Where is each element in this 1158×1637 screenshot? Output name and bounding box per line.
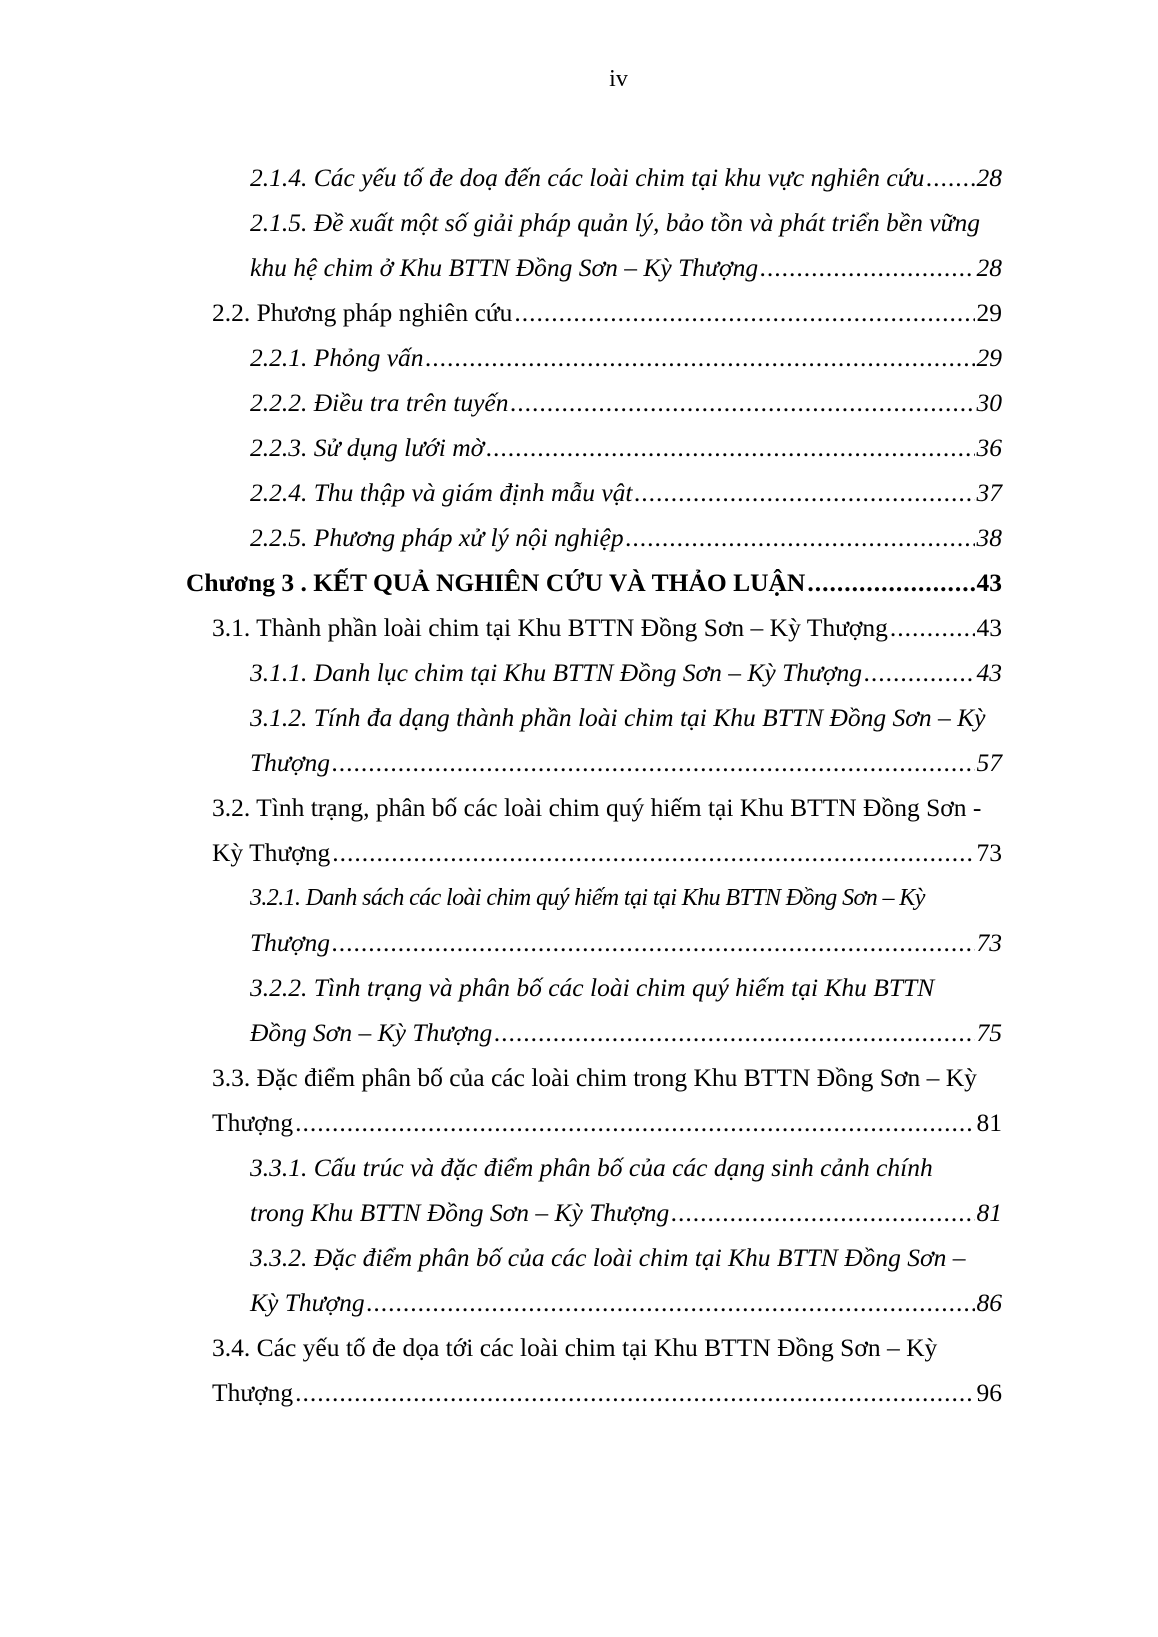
toc-entry-2-2[interactable] <box>212 293 1002 333</box>
dot-leader <box>760 248 974 288</box>
toc-entry-3-3-cont[interactable] <box>212 1103 1002 1143</box>
toc-entry-3-3[interactable] <box>212 1058 1002 1098</box>
toc-entry-text: Thượng <box>212 1108 294 1137</box>
toc-entry-2-2-5[interactable] <box>250 518 1002 558</box>
toc-entry-3-1-2[interactable] <box>250 698 1002 738</box>
toc-entry-3-1-1[interactable] <box>250 653 1002 693</box>
dot-leader <box>864 653 974 693</box>
toc-entry-2-2-1[interactable] <box>250 338 1002 378</box>
toc-entry-text: 3.2.1. Danh sách các loài chim quý hiếm tại tại Khu BTTN Đồng Sơn – Kỳ <box>250 885 925 911</box>
toc-entry-page: 43 <box>976 568 1002 597</box>
toc-entry-3-3-1-cont[interactable] <box>250 1193 1002 1233</box>
toc-entry-text: 2.1.4. Các yếu tố đe doạ đến các loài chim tại khu vực nghiên cứu <box>250 163 925 192</box>
toc-entry-text: trong Khu BTTN Đồng Sơn – Kỳ Thượng <box>250 1198 670 1227</box>
toc-entry-page: 37 <box>976 478 1002 507</box>
dot-leader <box>332 743 975 783</box>
toc-entry-page: 57 <box>976 748 1002 777</box>
toc-entry-text: 2.2.1. Phỏng vấn <box>250 343 424 372</box>
toc-entry-text: khu hệ chim ở Khu BTTN Đồng Sơn – Kỳ Thượng <box>250 253 759 282</box>
toc-entry-chapter-3[interactable] <box>186 563 1002 603</box>
dot-leader <box>295 1373 974 1413</box>
toc-entry-page: 75 <box>976 1018 1002 1047</box>
toc-entry-text: Kỳ Thượng <box>250 1288 365 1317</box>
dot-leader <box>926 158 974 198</box>
toc-entry-text: 3.4. Các yếu tố đe dọa tới các loài chim tại Khu BTTN Đồng Sơn – Kỳ <box>212 1333 938 1362</box>
toc-entry-3-4-cont[interactable] <box>212 1373 1002 1413</box>
dot-leader <box>332 833 974 873</box>
toc-entry-3-4[interactable] <box>212 1328 1002 1368</box>
dot-leader <box>514 293 974 333</box>
toc-entry-page: 29 <box>976 298 1002 327</box>
toc-entry-page: 96 <box>976 1378 1002 1407</box>
toc-entry-text: 3.3.2. Đặc điểm phân bố của các loài chim tại Khu BTTN Đồng Sơn – <box>250 1243 966 1272</box>
toc-entry-text: 3.1.1. Danh lục chim tại Khu BTTN Đồng Sơn – Kỳ Thượng <box>250 658 863 687</box>
toc-entry-page: 29 <box>976 343 1002 372</box>
toc-entry-3-2-1-cont[interactable] <box>250 923 1002 963</box>
toc-entry-3-3-1[interactable] <box>250 1148 1002 1188</box>
toc-entry-page: 30 <box>976 388 1002 417</box>
toc-entry-2-2-3[interactable] <box>250 428 1002 468</box>
toc-entry-text: 3.3. Đặc điểm phân bố của các loài chim trong Khu BTTN Đồng Sơn – Kỳ <box>212 1063 977 1092</box>
dot-leader <box>671 1193 974 1233</box>
toc-entry-3-2-1[interactable] <box>250 878 1002 918</box>
dot-leader <box>367 1283 975 1323</box>
toc-entry-page: 28 <box>976 253 1002 282</box>
toc-entry-text: Kỳ Thượng <box>212 838 331 867</box>
toc-entry-page: 28 <box>976 163 1002 192</box>
dot-leader <box>486 428 974 468</box>
dot-leader <box>511 383 975 423</box>
toc-entry-2-1-4[interactable] <box>250 158 1002 198</box>
toc-entry-text: 3.1. Thành phần loài chim tại Khu BTTN Đồng Sơn – Kỳ Thượng <box>212 613 888 642</box>
toc-entry-3-1[interactable] <box>212 608 1002 648</box>
page-number: iv <box>609 66 628 92</box>
toc-entry-page: 81 <box>976 1198 1002 1227</box>
dot-leader <box>807 563 974 603</box>
toc-entry-3-2-2-cont[interactable] <box>250 1013 1002 1053</box>
toc-entry-text: 3.2. Tình trạng, phân bố các loài chim quý hiếm tại Khu BTTN Đồng Sơn - <box>212 793 982 822</box>
toc-entry-page: 43 <box>976 613 1002 642</box>
toc-entry-page: 73 <box>976 838 1002 867</box>
toc-entry-page: 86 <box>976 1288 1002 1317</box>
toc-entry-text: Thượng <box>250 928 330 957</box>
toc-entry-2-2-4[interactable] <box>250 473 1002 513</box>
toc-entry-text: 2.2.4. Thu thập và giám định mẫu vật <box>250 478 633 507</box>
toc-entry-3-3-2[interactable] <box>250 1238 1002 1278</box>
toc-entry-3-1-2-cont[interactable] <box>250 743 1002 783</box>
toc-entry-text: Đồng Sơn – Kỳ Thượng <box>250 1018 493 1047</box>
toc-entry-text: 3.1.2. Tính đa dạng thành phần loài chim tại Khu BTTN Đồng Sơn – Kỳ <box>250 703 986 732</box>
toc-entry-2-1-5[interactable] <box>250 203 1002 243</box>
dot-leader <box>626 518 975 558</box>
toc-entry-page: 36 <box>976 433 1002 462</box>
toc-entry-text: 3.3.1. Cấu trúc và đặc điểm phân bố của các dạng sinh cảnh chính <box>250 1153 933 1182</box>
toc-entry-text: 3.2.2. Tình trạng và phân bố các loài chim quý hiếm tại Khu BTTN <box>250 973 935 1002</box>
dot-leader <box>635 473 975 513</box>
toc-entry-3-2-cont[interactable] <box>212 833 1002 873</box>
toc-entry-3-2[interactable] <box>212 788 1002 828</box>
dot-leader <box>494 1013 974 1053</box>
toc-entry-page: 73 <box>976 928 1002 957</box>
toc-entry-2-2-2[interactable] <box>250 383 1002 423</box>
toc-entry-text: 2.2.5. Phương pháp xử lý nội nghiệp <box>250 523 624 552</box>
toc-entry-text: 2.2.2. Điều tra trên tuyến <box>250 388 509 417</box>
dot-leader <box>426 338 975 378</box>
toc-entry-page: 43 <box>976 658 1002 687</box>
dot-leader <box>295 1103 974 1143</box>
toc-entry-page: 81 <box>976 1108 1002 1137</box>
dot-leader <box>332 923 975 963</box>
dot-leader <box>890 608 975 648</box>
toc-entry-page: 38 <box>976 523 1002 552</box>
toc-entry-text: 2.2.3. Sử dụng lưới mờ <box>250 433 485 462</box>
toc-entry-text: Chương 3 . KẾT QUẢ NGHIÊN CỨU VÀ THẢO LUẬN <box>186 568 806 597</box>
toc-entry-text: 2.1.5. Đề xuất một số giải pháp quản lý, bảo tồn và phát triển bền vững <box>250 208 980 237</box>
toc-entry-text: Thượng <box>212 1378 294 1407</box>
toc-entry-text: Thượng <box>250 748 330 777</box>
toc-entry-text: 2.2. Phương pháp nghiên cứu <box>212 298 513 327</box>
toc-entry-3-2-2[interactable] <box>250 968 1002 1008</box>
toc-entry-3-3-2-cont[interactable] <box>250 1283 1002 1323</box>
toc-entry-2-1-5-cont[interactable] <box>250 248 1002 288</box>
